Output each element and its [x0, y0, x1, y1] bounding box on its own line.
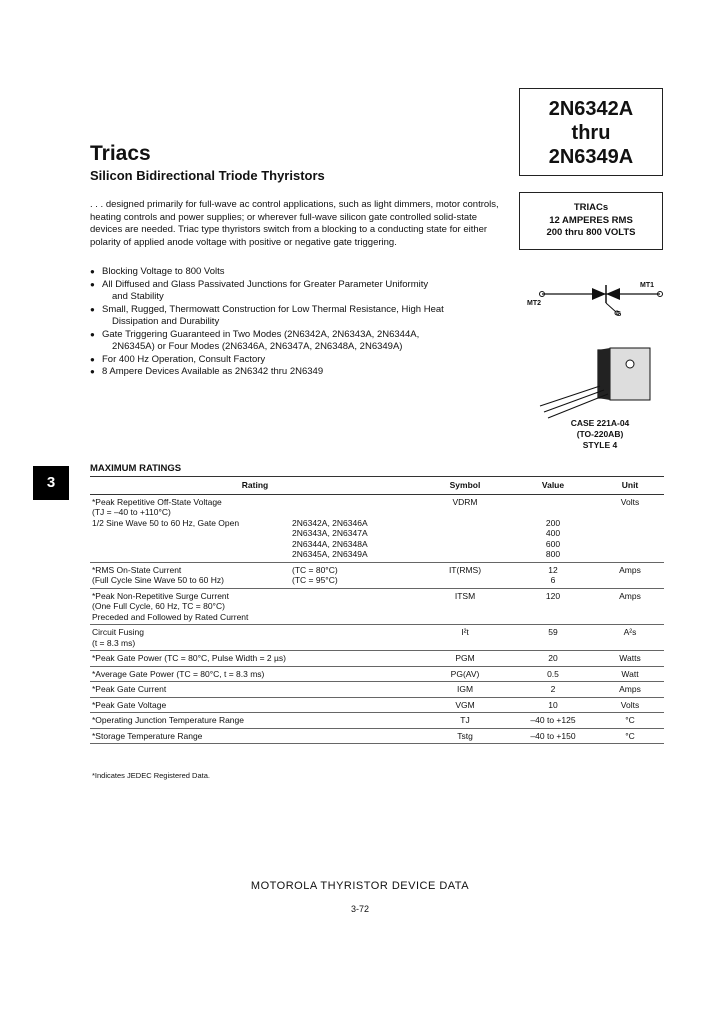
- to220-package-icon: [530, 340, 666, 422]
- table-row: [90, 494, 664, 562]
- cell-symbol: IGM: [420, 682, 510, 698]
- cell-unit: Amps: [596, 682, 664, 698]
- list-item: ● Small, Rugged, Thermowatt Construction for Low Thermal Resistance, High Heat Dissipation and Durability: [90, 304, 510, 329]
- list-item: ● For 400 Hz Operation, Consult Factory: [90, 354, 510, 367]
- table-row: [90, 697, 664, 713]
- table-body: [90, 494, 664, 744]
- cell-unit: °C: [596, 713, 664, 729]
- cell-unit: Volts: [596, 494, 664, 562]
- mt1-label: MT1: [640, 282, 654, 289]
- cell-devices: [290, 666, 420, 682]
- cell-value: 2: [510, 682, 596, 698]
- part-number-first: 2N6342A: [548, 98, 634, 120]
- cell-rating: *Average Gate Power (TC = 80°C, t = 8.3 ms): [90, 666, 290, 682]
- cell-value: 10: [510, 697, 596, 713]
- footnote: *Indicates JEDEC Registered Data.: [92, 771, 210, 780]
- cell-rating: *Storage Temperature Range: [90, 728, 290, 744]
- ratings-table: [90, 476, 664, 744]
- table-row: [90, 562, 664, 588]
- cell-value: –40 to +125: [510, 713, 596, 729]
- cell-symbol: IT(RMS): [420, 562, 510, 588]
- cell-rating: *Peak Gate Voltage: [90, 697, 290, 713]
- list-item: ● All Diffused and Glass Passivated Junctions for Greater Parameter Uniformity and Stability: [90, 279, 510, 304]
- cell-value: 12 6: [510, 562, 596, 588]
- list-item: ● 8 Ampere Devices Available as 2N6342 thru 2N6349: [90, 366, 510, 379]
- feature-list: [90, 266, 510, 379]
- list-item: ● Gate Triggering Guaranteed in Two Modes (2N6342A, 2N6343A, 2N6344A, 2N6345A) or Four Modes (2N6346A, 2N6347A, 2N6348A, 2N6349A): [90, 329, 510, 354]
- cell-devices: (TC = 80°C) (TC = 95°C): [290, 562, 420, 588]
- package-caption: [530, 418, 670, 451]
- gate-label: G: [616, 311, 622, 318]
- table-row: [90, 713, 664, 729]
- page-subtitle: Silicon Bidirectional Triode Thyristors: [90, 168, 325, 183]
- cell-value: 59: [510, 625, 596, 651]
- cell-unit: Amps: [596, 588, 664, 625]
- cell-unit: Amps: [596, 562, 664, 588]
- table-row: [90, 666, 664, 682]
- mt2-label: MT2: [527, 300, 541, 307]
- cell-devices: 2N6342A, 2N6346A 2N6343A, 2N6347A 2N6344A, 2N6348A 2N6345A, 2N6349A: [290, 494, 420, 562]
- cell-unit: Volts: [596, 697, 664, 713]
- cell-devices: [290, 651, 420, 667]
- cell-rating: Circuit Fusing (t = 8.3 ms): [90, 625, 290, 651]
- header-unit: Unit: [596, 477, 664, 495]
- cell-symbol: TJ: [420, 713, 510, 729]
- spec-line-2: 12 AMPERES RMS: [549, 214, 633, 226]
- spec-line-1: TRIACs: [573, 202, 609, 213]
- cell-devices: [290, 625, 420, 651]
- page-title: Triacs: [90, 142, 151, 165]
- package-type: (TO-220AB): [576, 429, 624, 439]
- cell-symbol: ITSM: [420, 588, 510, 625]
- case-number: CASE 221A-04: [570, 418, 630, 428]
- cell-rating: *Peak Non-Repetitive Surge Current (One Full Cycle, 60 Hz, TC = 80°C) Preceded and Followed by Rated Current: [90, 588, 290, 625]
- package-style: STYLE 4: [582, 440, 618, 450]
- cell-symbol: PGM: [420, 651, 510, 667]
- page-number: 3-72: [350, 904, 369, 914]
- cell-symbol: Tstg: [420, 728, 510, 744]
- cell-devices: [290, 728, 420, 744]
- cell-rating: *Peak Gate Current: [90, 682, 290, 698]
- cell-unit: Watt: [596, 666, 664, 682]
- cell-rating: *Peak Repetitive Off-State Voltage (TJ = –40 to +110°C) 1/2 Sine Wave 50 to 60 Hz, Gate Open: [90, 494, 290, 562]
- cell-value: 200 400 600 800: [510, 494, 596, 562]
- part-number-last: 2N6349A: [548, 146, 634, 168]
- cell-devices: [290, 682, 420, 698]
- cell-unit: A²s: [596, 625, 664, 651]
- cell-devices: [290, 588, 420, 625]
- table-row: [90, 728, 664, 744]
- max-ratings-title: MAXIMUM RATINGS: [90, 463, 182, 474]
- cell-rating: *Peak Gate Power (TC = 80°C, Pulse Width = 2 µs): [90, 651, 290, 667]
- table-row: [90, 588, 664, 625]
- spec-box: [519, 192, 663, 250]
- part-number-thru: thru: [571, 122, 611, 144]
- cell-unit: Watts: [596, 651, 664, 667]
- cell-devices: [290, 697, 420, 713]
- cell-value: 20: [510, 651, 596, 667]
- triac-symbol-icon: [520, 272, 670, 324]
- cell-value: 0.5: [510, 666, 596, 682]
- description: . . . designed primarily for full-wave ac control applications, such as light dimmers, motor controls, heating controls and power supplies; or wherever full-wave silicon gate controlled solid-state devices are needed. Triac type thyristors switch from a blocking to a conducting state for either polarity of applied anode voltage with positive or negative gate triggering.: [90, 199, 499, 248]
- table-row: [90, 625, 664, 651]
- cell-devices: [290, 713, 420, 729]
- cell-value: 120: [510, 588, 596, 625]
- cell-rating: *Operating Junction Temperature Range: [90, 713, 290, 729]
- cell-unit: °C: [596, 728, 664, 744]
- cell-symbol: I²t: [420, 625, 510, 651]
- table-row: [90, 682, 664, 698]
- spec-line-3: 200 thru 800 VOLTS: [546, 227, 636, 238]
- part-number-box: [519, 88, 663, 176]
- cell-value: –40 to +150: [510, 728, 596, 744]
- cell-symbol: PG(AV): [420, 666, 510, 682]
- cell-rating: *RMS On-State Current (Full Cycle Sine Wave 50 to 60 Hz): [90, 562, 290, 588]
- section-tab: 3: [33, 466, 69, 500]
- header-rating: Rating: [90, 477, 420, 495]
- header-value: Value: [510, 477, 596, 495]
- table-header-row: [90, 477, 664, 495]
- header-symbol: Symbol: [420, 477, 510, 495]
- cell-symbol: VGM: [420, 697, 510, 713]
- cell-symbol: VDRM: [420, 494, 510, 562]
- table-row: [90, 651, 664, 667]
- footer: MOTOROLA THYRISTOR DEVICE DATA: [250, 880, 470, 892]
- list-item: ● Blocking Voltage to 800 Volts: [90, 266, 510, 279]
